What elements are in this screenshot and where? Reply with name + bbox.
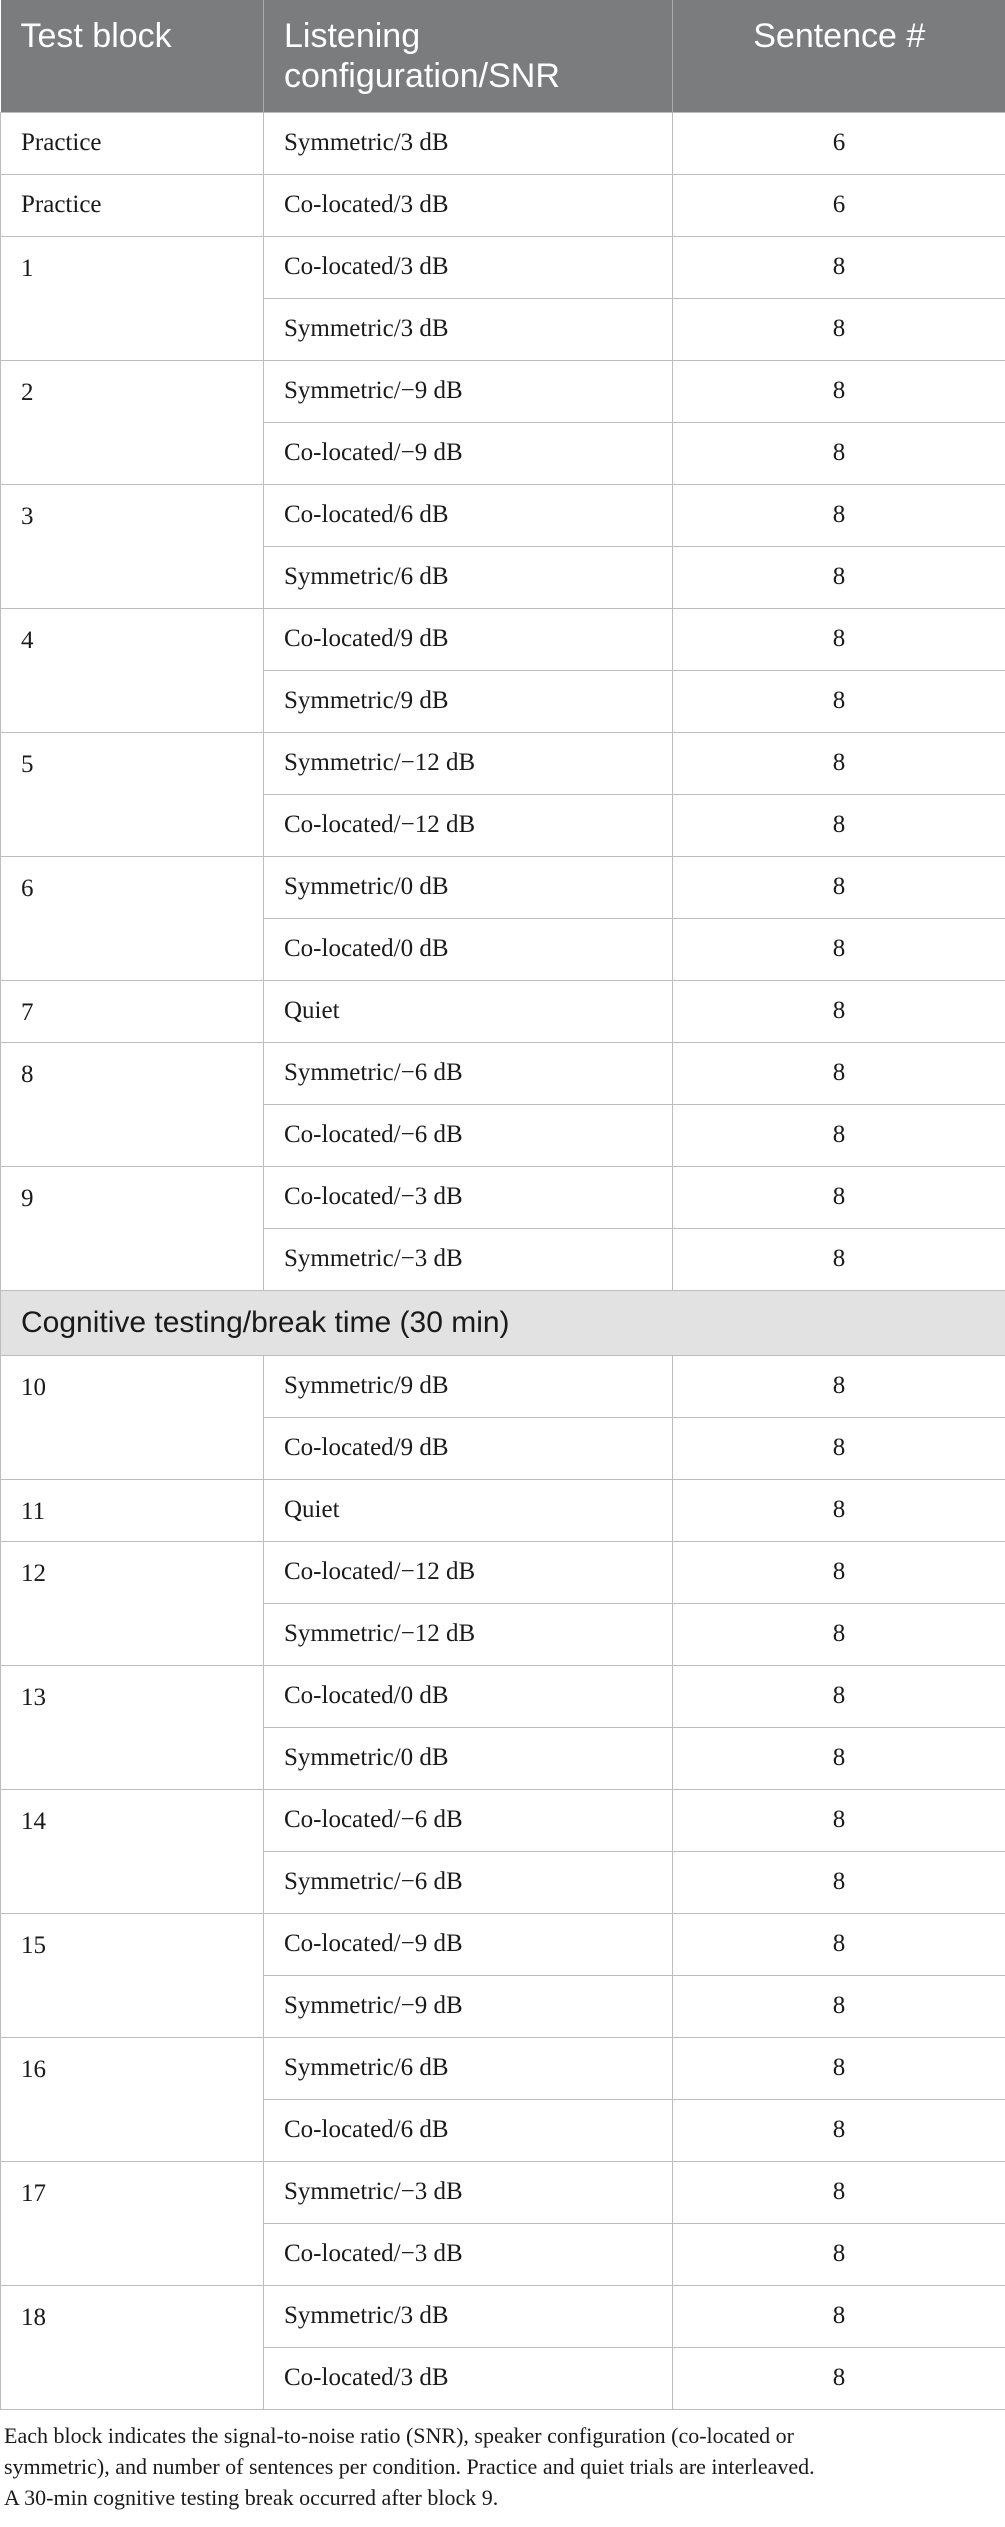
table-row (1, 856, 1005, 918)
config-cell: Co-located/6 dB (264, 2099, 673, 2161)
block-cell: 4 (1, 608, 264, 732)
config-cell: Co-located/3 dB (264, 236, 673, 298)
sentence-cell: 8 (673, 484, 1005, 546)
config-cell: Co-located/−12 dB (264, 1541, 673, 1603)
config-cell: Symmetric/−3 dB (264, 2161, 673, 2223)
config-cell: Symmetric/−12 dB (264, 1603, 673, 1665)
sentence-cell: 8 (673, 2161, 1005, 2223)
config-cell: Co-located/9 dB (264, 608, 673, 670)
config-cell: Co-located/−3 dB (264, 2223, 673, 2285)
sentence-cell: 8 (673, 1727, 1005, 1789)
block-cell: 15 (1, 1913, 264, 2037)
sentence-cell: 8 (673, 2347, 1005, 2409)
config-cell: Co-located/−9 dB (264, 422, 673, 484)
header-sentence-number (673, 0, 1005, 112)
config-cell: Co-located/6 dB (264, 484, 673, 546)
header-config-line2: configuration/SNR (284, 57, 560, 95)
config-cell: Symmetric/−9 dB (264, 1975, 673, 2037)
table-row (1, 1789, 1005, 1851)
config-cell: Co-located/−3 dB (264, 1166, 673, 1228)
sentence-cell: 8 (673, 1913, 1005, 1975)
block-cell: 12 (1, 1541, 264, 1665)
header-sentence-label: Sentence # (753, 17, 926, 55)
table-row (1, 1665, 1005, 1727)
config-cell: Symmetric/0 dB (264, 856, 673, 918)
table-row (1, 2161, 1005, 2223)
sentence-cell: 6 (673, 174, 1005, 236)
table-row (1, 1042, 1005, 1104)
sentence-cell: 8 (673, 1104, 1005, 1166)
config-cell: Co-located/3 dB (264, 174, 673, 236)
sentence-cell: 8 (673, 2223, 1005, 2285)
table-row (1, 236, 1005, 298)
table-row (1, 980, 1005, 1042)
block-cell: 17 (1, 2161, 264, 2285)
sentence-cell: 8 (673, 1975, 1005, 2037)
table-row (1, 1479, 1005, 1541)
sentence-cell: 8 (673, 422, 1005, 484)
footnote-line3: A 30-min cognitive testing break occurred after block 9. (4, 2484, 499, 2510)
block-cell: Practice (1, 174, 264, 236)
block-cell: 1 (1, 236, 264, 360)
sentence-cell: 8 (673, 608, 1005, 670)
sentence-cell: 8 (673, 1042, 1005, 1104)
config-cell: Symmetric/9 dB (264, 670, 673, 732)
config-cell: Symmetric/3 dB (264, 112, 673, 174)
header-config-line1: Listening (284, 17, 421, 55)
block-cell: 16 (1, 2037, 264, 2161)
sentence-cell: 8 (673, 794, 1005, 856)
config-cell: Symmetric/−6 dB (264, 1042, 673, 1104)
block-cell: 5 (1, 732, 264, 856)
table-row (1, 174, 1005, 236)
table-row (1, 2285, 1005, 2347)
table-row (1, 732, 1005, 794)
sentence-cell: 8 (673, 236, 1005, 298)
sentence-cell: 8 (673, 298, 1005, 360)
config-cell: Co-located/0 dB (264, 918, 673, 980)
sentence-cell: 8 (673, 1355, 1005, 1417)
sentence-cell: 8 (673, 1166, 1005, 1228)
sentence-cell: 8 (673, 1789, 1005, 1851)
config-cell: Symmetric/3 dB (264, 2285, 673, 2347)
sentence-cell: 8 (673, 360, 1005, 422)
sentence-cell: 8 (673, 1541, 1005, 1603)
config-cell: Co-located/−6 dB (264, 1104, 673, 1166)
sentence-cell: 8 (673, 546, 1005, 608)
table-row (1, 1541, 1005, 1603)
config-cell: Co-located/−9 dB (264, 1913, 673, 1975)
header-listening-configuration (264, 0, 673, 112)
sentence-cell: 8 (673, 732, 1005, 794)
table-row (1, 1913, 1005, 1975)
config-cell: Symmetric/3 dB (264, 298, 673, 360)
header-test-block (1, 0, 264, 112)
table-row (1, 2037, 1005, 2099)
header-row (1, 0, 1005, 112)
config-cell: Symmetric/9 dB (264, 1355, 673, 1417)
config-cell: Symmetric/−9 dB (264, 360, 673, 422)
sentence-cell: 8 (673, 2099, 1005, 2161)
block-cell: 2 (1, 360, 264, 484)
sentence-cell: 8 (673, 918, 1005, 980)
sentence-cell: 6 (673, 112, 1005, 174)
section-row-break (1, 1290, 1005, 1355)
config-cell: Co-located/0 dB (264, 1665, 673, 1727)
config-cell: Symmetric/−3 dB (264, 1228, 673, 1290)
block-cell: 14 (1, 1789, 264, 1913)
header-test-block-label: Test block (20, 17, 172, 55)
config-cell: Quiet (264, 980, 673, 1042)
sentence-cell: 8 (673, 1228, 1005, 1290)
config-cell: Symmetric/−12 dB (264, 732, 673, 794)
config-cell: Co-located/−6 dB (264, 1789, 673, 1851)
table-row (1, 1355, 1005, 1417)
table-footnote (0, 2410, 1005, 2513)
footnote-line2: symmetric), and number of sentences per condition. Practice and quiet trials are interleaved. (4, 2453, 815, 2479)
table-header (1, 0, 1005, 112)
config-cell: Symmetric/6 dB (264, 546, 673, 608)
sentence-cell: 8 (673, 980, 1005, 1042)
sentence-cell: 8 (673, 856, 1005, 918)
sentence-cell: 8 (673, 2285, 1005, 2347)
block-cell: 9 (1, 1166, 264, 1290)
table-row (1, 608, 1005, 670)
sentence-cell: 8 (673, 1603, 1005, 1665)
sentence-cell: 8 (673, 1665, 1005, 1727)
config-cell: Co-located/3 dB (264, 2347, 673, 2409)
block-cell: 3 (1, 484, 264, 608)
config-cell: Symmetric/−6 dB (264, 1851, 673, 1913)
config-cell: Symmetric/6 dB (264, 2037, 673, 2099)
block-cell: 13 (1, 1665, 264, 1789)
config-cell: Quiet (264, 1479, 673, 1541)
sentence-cell: 8 (673, 1851, 1005, 1913)
footnote-line1: Each block indicates the signal-to-noise ratio (SNR), speaker configuration (co-located or (4, 2422, 794, 2448)
config-cell: Co-located/−12 dB (264, 794, 673, 856)
sentence-cell: 8 (673, 2037, 1005, 2099)
config-cell: Symmetric/0 dB (264, 1727, 673, 1789)
table-row (1, 1166, 1005, 1228)
block-cell: Practice (1, 112, 264, 174)
table-row (1, 360, 1005, 422)
sentence-cell: 8 (673, 670, 1005, 732)
table-row (1, 484, 1005, 546)
block-cell: 6 (1, 856, 264, 980)
sentence-cell: 8 (673, 1479, 1005, 1541)
block-cell: 8 (1, 1042, 264, 1166)
table-row (1, 112, 1005, 174)
block-cell: 7 (1, 980, 264, 1042)
sentence-cell: 8 (673, 1417, 1005, 1479)
block-cell: 10 (1, 1355, 264, 1479)
table-body (1, 112, 1005, 2409)
block-cell: 18 (1, 2285, 264, 2409)
section-label: Cognitive testing/break time (30 min) (1, 1290, 1005, 1355)
config-cell: Co-located/9 dB (264, 1417, 673, 1479)
block-cell: 11 (1, 1479, 264, 1541)
